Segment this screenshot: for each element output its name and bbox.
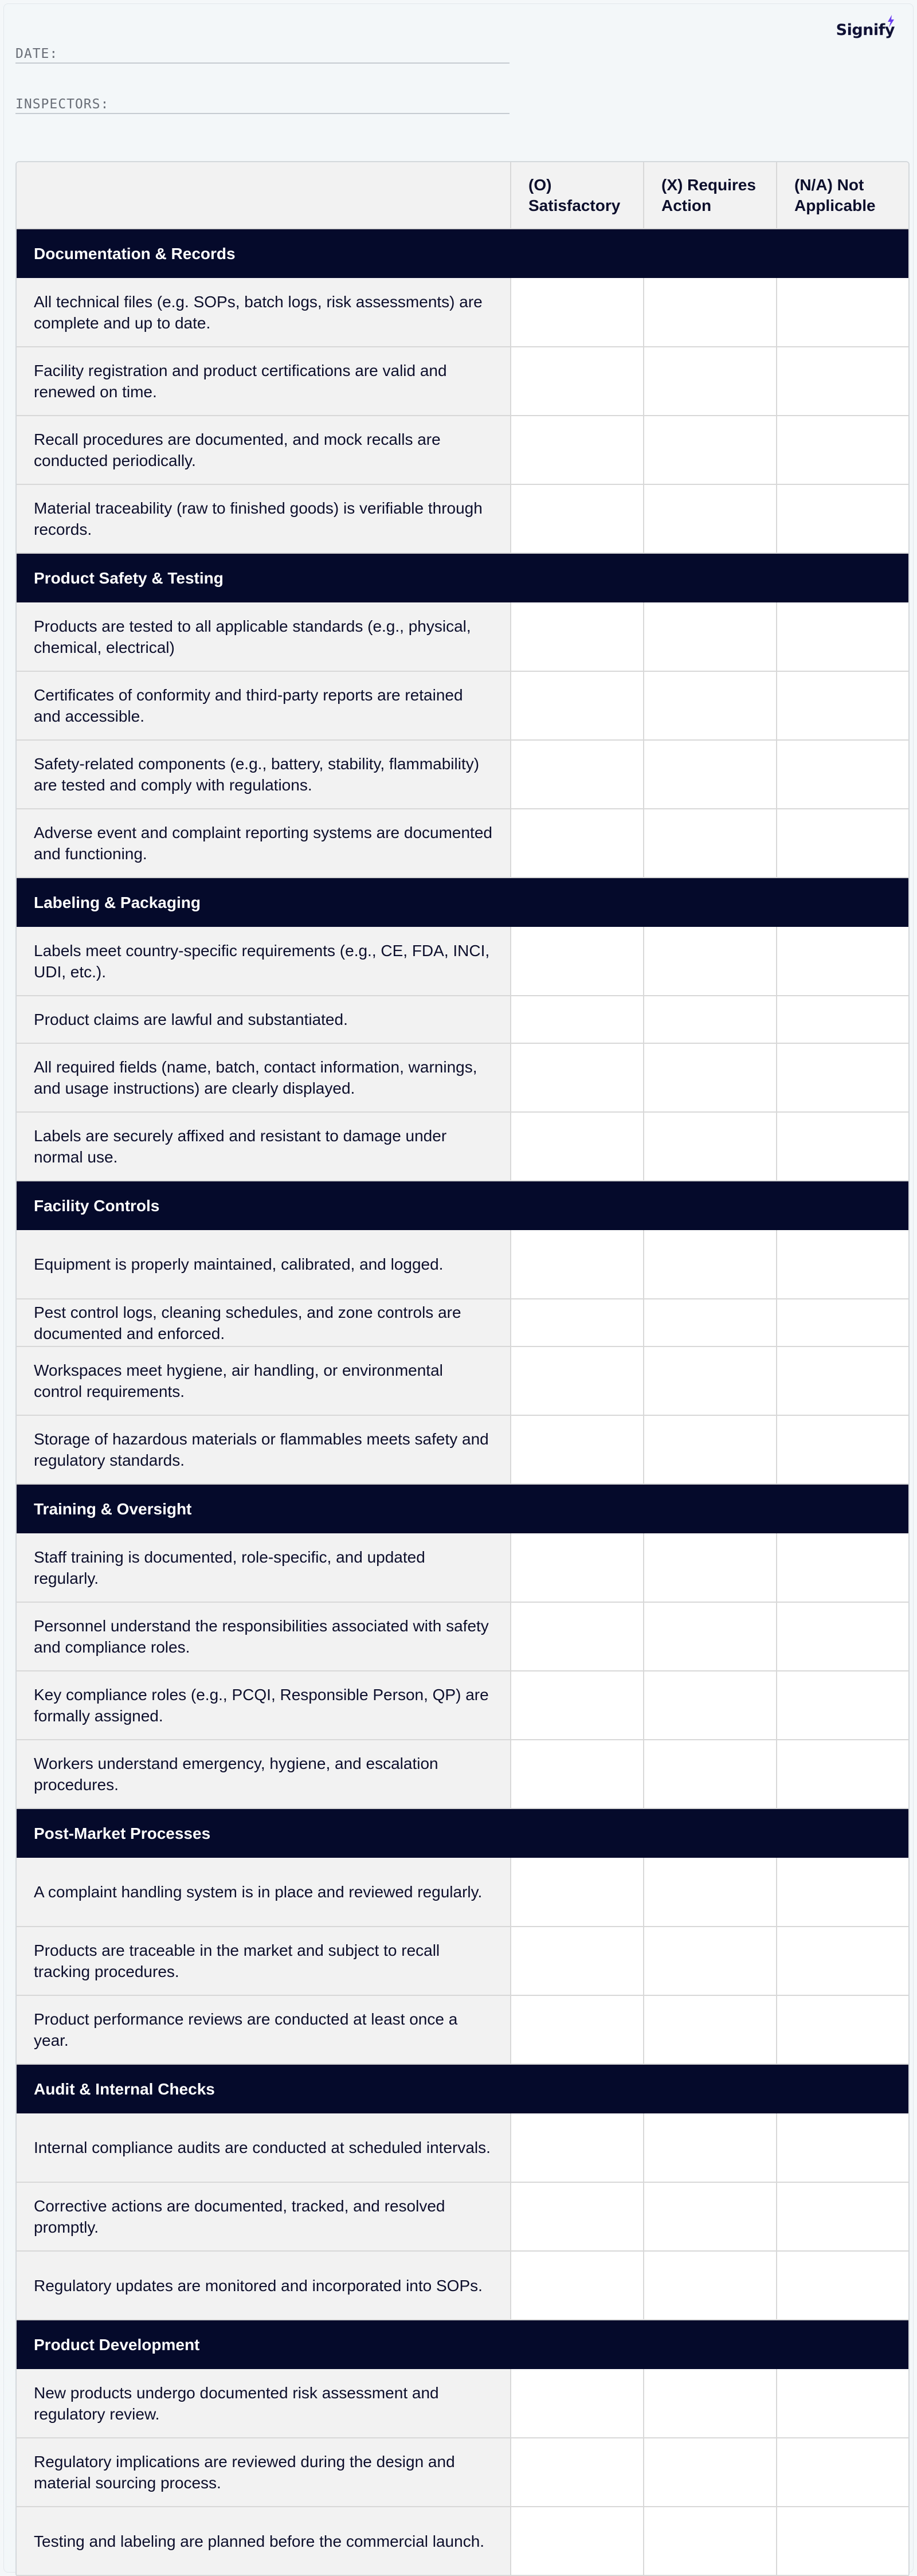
requires-action-cell[interactable] xyxy=(644,1415,777,1484)
table-row xyxy=(17,1740,910,1808)
checklist-item-text: Workspaces meet hygiene, air handling, or environmental control requirements. xyxy=(17,1346,511,1415)
not-applicable-cell[interactable] xyxy=(777,1299,910,1346)
requires-action-cell[interactable] xyxy=(644,1346,777,1415)
checklist-item-text: Storage of hazardous materials or flammables meets safety and regulatory standards. xyxy=(17,1415,511,1484)
not-applicable-cell[interactable] xyxy=(777,740,910,809)
satisfactory-cell[interactable] xyxy=(511,927,644,996)
satisfactory-cell[interactable] xyxy=(511,1043,644,1112)
table-row xyxy=(17,809,910,878)
table-row xyxy=(17,347,910,416)
checklist-item-text: Safety-related components (e.g., battery, stability, flammability) are tested and comply with regulations. xyxy=(17,740,511,809)
satisfactory-cell[interactable] xyxy=(511,2251,644,2320)
not-applicable-cell[interactable] xyxy=(777,671,910,740)
requires-action-cell[interactable] xyxy=(644,278,777,347)
not-applicable-cell[interactable] xyxy=(777,602,910,671)
table-row xyxy=(17,1112,910,1181)
table-row xyxy=(17,416,910,484)
checklist-item-text: Workers understand emergency, hygiene, and escalation procedures. xyxy=(17,1740,511,1808)
checklist-item-text: New products undergo documented risk assessment and regulatory review. xyxy=(17,2369,511,2438)
checklist-item-text: Internal compliance audits are conducted at scheduled intervals. xyxy=(17,2113,511,2182)
date-label: DATE: xyxy=(15,46,58,61)
checklist-item-text: Recall procedures are documented, and mock recalls are conducted periodically. xyxy=(17,416,511,484)
section-title: Documentation & Records xyxy=(17,229,910,278)
section-title: Product Safety & Testing xyxy=(17,553,910,602)
satisfactory-cell[interactable] xyxy=(511,2182,644,2251)
section-header-row xyxy=(17,229,910,278)
section-title: Training & Oversight xyxy=(17,1484,910,1533)
section-header-row xyxy=(17,553,910,602)
requires-action-cell[interactable] xyxy=(644,484,777,553)
section-header-row xyxy=(17,1181,910,1230)
not-applicable-cell[interactable] xyxy=(777,2507,910,2575)
not-applicable-cell[interactable] xyxy=(777,1112,910,1181)
not-applicable-cell[interactable] xyxy=(777,1602,910,1671)
inspectors-field[interactable] xyxy=(15,92,510,114)
satisfactory-cell[interactable] xyxy=(511,1230,644,1299)
checklist-item-text: Material traceability (raw to finished goods) is verifiable through records. xyxy=(17,484,511,553)
not-applicable-cell[interactable] xyxy=(777,996,910,1043)
not-applicable-cell[interactable] xyxy=(777,1858,910,1927)
requires-action-cell[interactable] xyxy=(644,1858,777,1927)
section-title: Product Development xyxy=(17,2320,910,2369)
requires-action-cell[interactable] xyxy=(644,2182,777,2251)
satisfactory-cell[interactable] xyxy=(511,1533,644,1602)
checklist-item-text: Certificates of conformity and third-party reports are retained and accessible. xyxy=(17,671,511,740)
table-row xyxy=(17,278,910,347)
table-row xyxy=(17,1602,910,1671)
date-field[interactable] xyxy=(15,42,510,64)
satisfactory-cell[interactable] xyxy=(511,1927,644,1995)
requires-action-cell[interactable] xyxy=(644,1230,777,1299)
not-applicable-cell[interactable] xyxy=(777,278,910,347)
section-title: Labeling & Packaging xyxy=(17,878,910,927)
satisfactory-cell[interactable] xyxy=(511,602,644,671)
requires-action-cell[interactable] xyxy=(644,602,777,671)
requires-action-cell[interactable] xyxy=(644,1602,777,1671)
checklist-item-text: Product claims are lawful and substantiated. xyxy=(17,996,511,1043)
not-applicable-cell[interactable] xyxy=(777,484,910,553)
table-row xyxy=(17,927,910,996)
not-applicable-cell[interactable] xyxy=(777,1995,910,2064)
not-applicable-cell[interactable] xyxy=(777,2438,910,2507)
satisfactory-cell[interactable] xyxy=(511,1112,644,1181)
requires-action-cell[interactable] xyxy=(644,927,777,996)
checklist-item-text: Labels are securely affixed and resistant to damage under normal use. xyxy=(17,1112,511,1181)
section-title: Post-Market Processes xyxy=(17,1808,910,1858)
satisfactory-cell[interactable] xyxy=(511,2369,644,2438)
not-applicable-cell[interactable] xyxy=(777,347,910,416)
table-row xyxy=(17,1230,910,1299)
table-header-row xyxy=(17,162,910,229)
checklist-item-text: Product performance reviews are conducted at least once a year. xyxy=(17,1995,511,2064)
section-title: Audit & Internal Checks xyxy=(17,2064,910,2113)
not-applicable-cell[interactable] xyxy=(777,2251,910,2320)
requires-action-cell[interactable] xyxy=(644,1299,777,1346)
table-row xyxy=(17,1995,910,2064)
checklist-item-text: Staff training is documented, role-specific, and updated regularly. xyxy=(17,1533,511,1602)
checklist-item-text: All required fields (name, batch, contact information, warnings, and usage instructions) are clearly displayed. xyxy=(17,1043,511,1112)
requires-action-cell[interactable] xyxy=(644,1740,777,1808)
satisfactory-cell[interactable] xyxy=(511,1346,644,1415)
requires-action-cell[interactable] xyxy=(644,416,777,484)
requires-action-cell[interactable] xyxy=(644,809,777,878)
requires-action-cell[interactable] xyxy=(644,1995,777,2064)
table-row xyxy=(17,1043,910,1112)
satisfactory-cell[interactable] xyxy=(511,996,644,1043)
satisfactory-cell[interactable] xyxy=(511,1858,644,1927)
requires-action-cell[interactable] xyxy=(644,2507,777,2575)
not-applicable-cell[interactable] xyxy=(777,2182,910,2251)
checklist-item-text: Products are tested to all applicable standards (e.g., physical, chemical, electrical) xyxy=(17,602,511,671)
checklist-item-text: Key compliance roles (e.g., PCQI, Responsible Person, QP) are formally assigned. xyxy=(17,1671,511,1740)
checklist-item-text: Regulatory implications are reviewed during the design and material sourcing process. xyxy=(17,2438,511,2507)
table-row xyxy=(17,1858,910,1927)
inspectors-label: INSPECTORS: xyxy=(15,97,109,112)
requires-action-cell[interactable] xyxy=(644,2369,777,2438)
table-body xyxy=(17,229,910,2575)
table-row xyxy=(17,1299,910,1346)
table-row xyxy=(17,1671,910,1740)
table-row xyxy=(17,1415,910,1484)
not-applicable-cell[interactable] xyxy=(777,2113,910,2182)
header-satisfactory: (O) Satisfactory xyxy=(511,162,644,229)
requires-action-cell[interactable] xyxy=(644,1533,777,1602)
not-applicable-cell[interactable] xyxy=(777,1671,910,1740)
not-applicable-cell[interactable] xyxy=(777,416,910,484)
satisfactory-cell[interactable] xyxy=(511,809,644,878)
checklist-table xyxy=(15,161,910,2576)
requires-action-cell[interactable] xyxy=(644,2113,777,2182)
not-applicable-cell[interactable] xyxy=(777,927,910,996)
table-row xyxy=(17,1346,910,1415)
section-header-row xyxy=(17,2064,910,2113)
satisfactory-cell[interactable] xyxy=(511,1740,644,1808)
section-header-row xyxy=(17,1484,910,1533)
satisfactory-cell[interactable] xyxy=(511,1299,644,1346)
satisfactory-cell[interactable] xyxy=(511,2438,644,2507)
satisfactory-cell[interactable] xyxy=(511,1602,644,1671)
checklist-item-text: Corrective actions are documented, tracked, and resolved promptly. xyxy=(17,2182,511,2251)
satisfactory-cell[interactable] xyxy=(511,2113,644,2182)
table-row xyxy=(17,1927,910,1995)
section-header-row xyxy=(17,1808,910,1858)
requires-action-cell[interactable] xyxy=(644,1671,777,1740)
requires-action-cell[interactable] xyxy=(644,2251,777,2320)
checklist-item-text: All technical files (e.g. SOPs, batch logs, risk assessments) are complete and up to date. xyxy=(17,278,511,347)
satisfactory-cell[interactable] xyxy=(511,2507,644,2575)
requires-action-cell[interactable] xyxy=(644,996,777,1043)
satisfactory-cell[interactable] xyxy=(511,671,644,740)
table-row xyxy=(17,996,910,1043)
satisfactory-cell[interactable] xyxy=(511,416,644,484)
checklist-item-text: Equipment is properly maintained, calibrated, and logged. xyxy=(17,1230,511,1299)
section-header-row xyxy=(17,878,910,927)
satisfactory-cell[interactable] xyxy=(511,484,644,553)
table-row xyxy=(17,1533,910,1602)
table-row xyxy=(17,2251,910,2320)
checklist-item-text: Regulatory updates are monitored and incorporated into SOPs. xyxy=(17,2251,511,2320)
requires-action-cell[interactable] xyxy=(644,1112,777,1181)
satisfactory-cell[interactable] xyxy=(511,1671,644,1740)
table-row xyxy=(17,2182,910,2251)
checklist-page xyxy=(3,3,914,2573)
not-applicable-cell[interactable] xyxy=(777,1043,910,1112)
requires-action-cell[interactable] xyxy=(644,740,777,809)
table-row xyxy=(17,484,910,553)
checklist-item-text: Testing and labeling are planned before the commercial launch. xyxy=(17,2507,511,2575)
not-applicable-cell[interactable] xyxy=(777,1230,910,1299)
header-requires-action: (X) Requires Action xyxy=(644,162,777,229)
satisfactory-cell[interactable] xyxy=(511,278,644,347)
table-row xyxy=(17,671,910,740)
not-applicable-cell[interactable] xyxy=(777,1415,910,1484)
satisfactory-cell[interactable] xyxy=(511,740,644,809)
requires-action-cell[interactable] xyxy=(644,347,777,416)
checklist-item-text: Personnel understand the responsibilities associated with safety and compliance roles. xyxy=(17,1602,511,1671)
requires-action-cell[interactable] xyxy=(644,1043,777,1112)
table-row xyxy=(17,740,910,809)
checklist-item-text: Labels meet country-specific requirements (e.g., CE, FDA, INCI, UDI, etc.). xyxy=(17,927,511,996)
satisfactory-cell[interactable] xyxy=(511,1415,644,1484)
checklist-item-text: Facility registration and product certifications are valid and renewed on time. xyxy=(17,347,511,416)
not-applicable-cell[interactable] xyxy=(777,2369,910,2438)
section-header-row xyxy=(17,2320,910,2369)
brand-logo: Signify xyxy=(836,21,895,39)
requires-action-cell[interactable] xyxy=(644,2438,777,2507)
not-applicable-cell[interactable] xyxy=(777,1927,910,1995)
checklist-item-text: Adverse event and complaint reporting systems are documented and functioning. xyxy=(17,809,511,878)
checklist-item-text: Products are traceable in the market and subject to recall tracking procedures. xyxy=(17,1927,511,1995)
table-row xyxy=(17,2369,910,2438)
satisfactory-cell[interactable] xyxy=(511,347,644,416)
satisfactory-cell[interactable] xyxy=(511,1995,644,2064)
section-title: Facility Controls xyxy=(17,1181,910,1230)
header-item xyxy=(17,162,511,229)
not-applicable-cell[interactable] xyxy=(777,809,910,878)
checklist-item-text: A complaint handling system is in place and reviewed regularly. xyxy=(17,1858,511,1927)
not-applicable-cell[interactable] xyxy=(777,1346,910,1415)
table-row xyxy=(17,2113,910,2182)
table-row xyxy=(17,602,910,671)
header-not-applicable: (N/A) Not Applicable xyxy=(777,162,910,229)
checklist-item-text: Pest control logs, cleaning schedules, and zone controls are documented and enforced. xyxy=(17,1299,511,1346)
requires-action-cell[interactable] xyxy=(644,671,777,740)
requires-action-cell[interactable] xyxy=(644,1927,777,1995)
table-row xyxy=(17,2507,910,2575)
not-applicable-cell[interactable] xyxy=(777,1533,910,1602)
not-applicable-cell[interactable] xyxy=(777,1740,910,1808)
table-row xyxy=(17,2438,910,2507)
